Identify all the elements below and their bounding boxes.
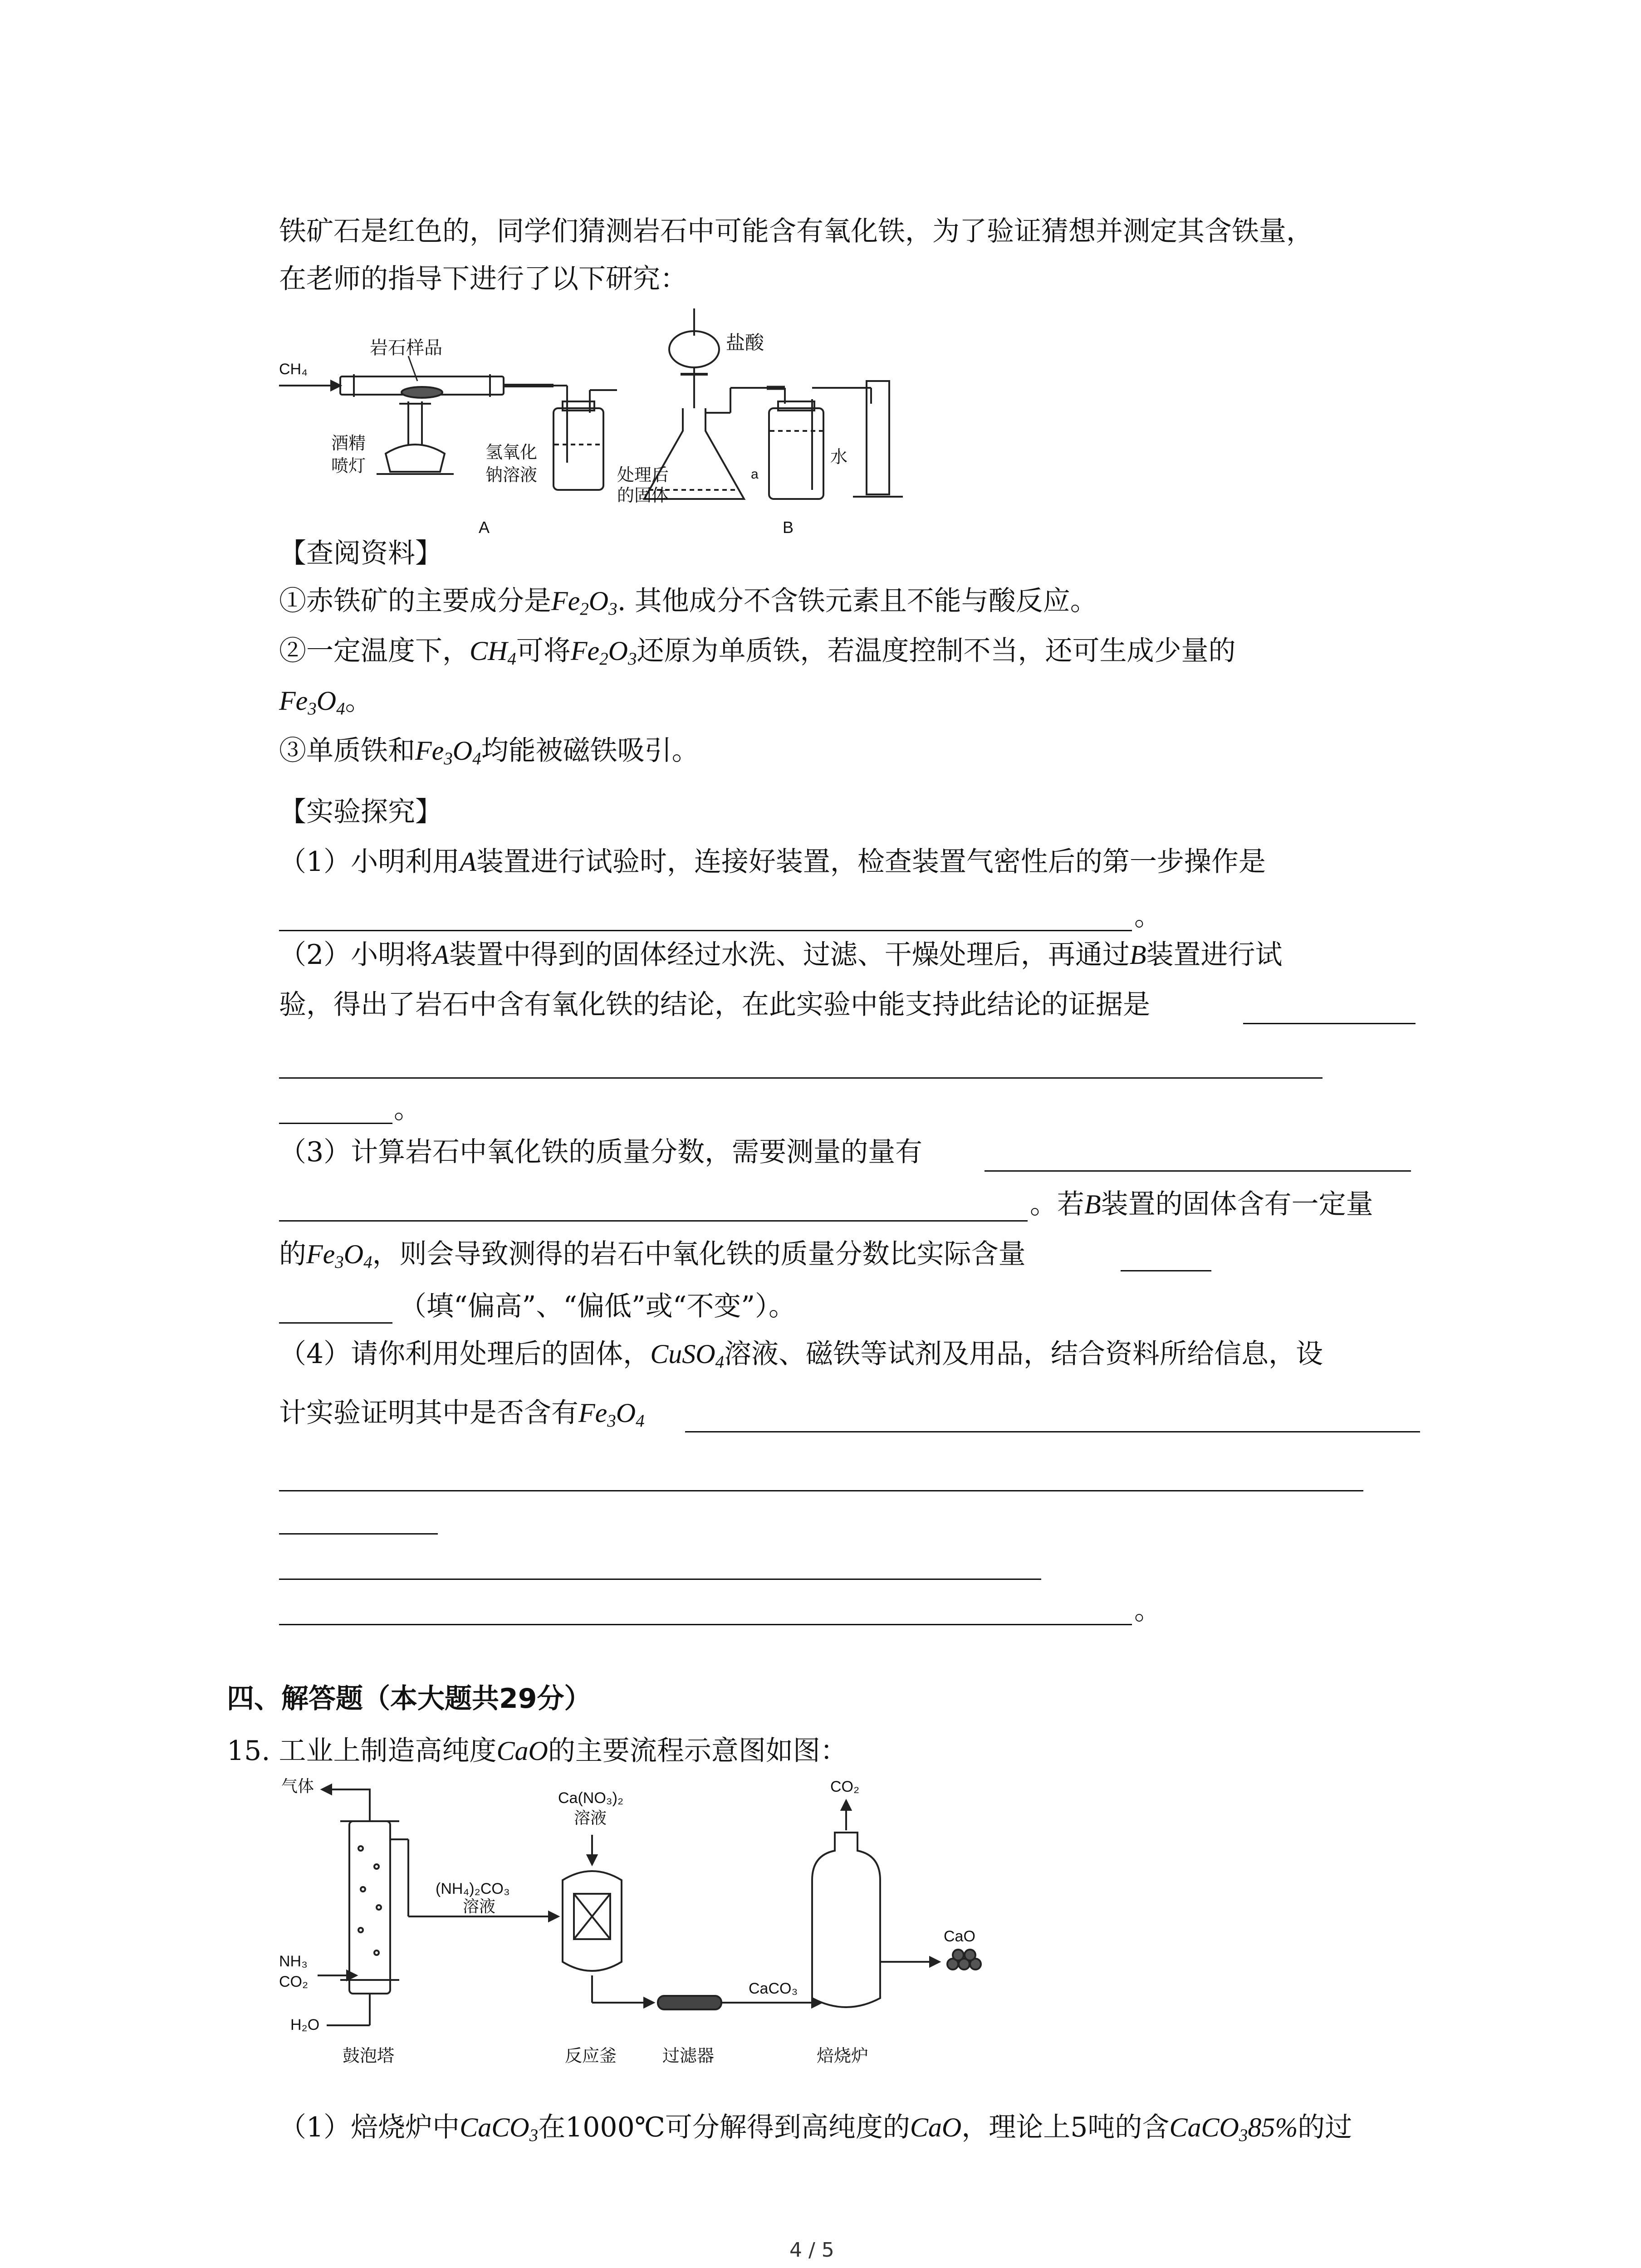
fig1-label-lamp-2: 喷灯 [331, 457, 366, 476]
answer-blank-q4-b[interactable] [279, 1490, 1363, 1491]
answer-blank-q2-a[interactable] [1243, 1023, 1416, 1024]
fig1-label-treated-2: 的固体 [617, 486, 669, 505]
answer-blank-q4-c[interactable] [279, 1533, 438, 1535]
fig1-label-a: a [751, 467, 759, 482]
fig2-label-filter: 过滤器 [662, 2047, 715, 2066]
fig2-label-cao: CaO [944, 1928, 975, 1945]
answer-blank-q2-c[interactable] [279, 1123, 392, 1124]
intro-line-2: 在老师的指导下进行了以下研究： [279, 263, 687, 295]
question-15-1: （1）焙烧炉中CaCO$_3$在1000℃可分解得到高纯度的CaO，理论上5吨的含CaCO$_3$85%的过 [279, 2112, 1352, 2145]
fig2-label-co2-in: CO₂ [279, 1973, 309, 1990]
answer-blank-q3-a[interactable] [985, 1170, 1411, 1172]
info-heading: 【查阅资料】 [279, 538, 442, 569]
fig2-label-gas: 气体 [281, 1777, 314, 1795]
fig2-label-cano3-2: 溶液 [574, 1809, 607, 1827]
fig2-label-tower: 鼓泡塔 [343, 2047, 395, 2066]
answer-blank-q3-b[interactable] [279, 1220, 1028, 1222]
fig2-label-nh3: NH₃ [279, 1953, 308, 1970]
fig1-label-A: A [479, 518, 490, 537]
fig1-label-naoh-1: 氢氧化 [485, 443, 538, 462]
fig1-label-water: 水 [830, 448, 848, 467]
question-2-line-2: 验，得出了岩石中含有氧化铁的结论，在此实验中能支持此结论的证据是 [279, 989, 1150, 1021]
question-4-line-2: 计实验证明其中是否含有$Fe_3O_4$ [279, 1397, 645, 1431]
question-3-line-4: （填“偏高”、“偏低”或“不变”）。 [399, 1290, 796, 1322]
fig2-label-h2o: H₂O [290, 2016, 320, 2033]
answer-blank-q3-c[interactable] [1121, 1270, 1211, 1271]
fig1-label-hcl: 盐酸 [726, 332, 764, 353]
question-4: （4）请你利用处理后的固体，CuSO$_4$溶液、磁铁等试剂及用品，结合资料所给信息，设 [279, 1338, 1323, 1372]
info-item-1: ①赤铁矿的主要成分是$Fe_2O_3$. 其他成分不含铁元素且不能与酸反应。 [279, 585, 1097, 619]
q2-period: 。 [394, 1093, 421, 1125]
question-2: （2）小明将A装置中得到的固体经过水洗、过滤、干燥处理后，再通过B装置进行试 [279, 939, 1283, 971]
question-15: 15. 工业上制造高纯度CaO的主要流程示意图如图： [227, 1735, 847, 1767]
question-3: （3）计算岩石中氧化铁的质量分数，需要测量的量有 [279, 1136, 923, 1168]
question-3-line-2: 。若B装置的固体含有一定量 [1030, 1188, 1373, 1220]
intro-line-1: 铁矿石是红色的，同学们猜测岩石中可能含有氧化铁，为了验证猜想并测定其含铁量， [279, 215, 1313, 247]
process-flow-figure [272, 1771, 1043, 2089]
fig1-label-treated-1: 处理后 [617, 466, 669, 485]
fig2-label-nh4co3-2: 溶液 [463, 1897, 496, 1916]
q4-period: 。 [1134, 1594, 1161, 1626]
fig1-label-lamp-1: 酒精 [331, 434, 366, 453]
answer-blank-q4-a[interactable] [685, 1431, 1420, 1432]
answer-blank-q2-b[interactable] [279, 1077, 1323, 1079]
info-item-3: ③单质铁和$Fe_3O_4$均能被磁铁吸引。 [279, 735, 699, 768]
answer-blank-q4-e[interactable] [279, 1624, 1132, 1625]
section-4-heading: 四、解答题（本大题共29分） [227, 1683, 592, 1715]
apparatus-figure [272, 299, 930, 544]
fig1-label-naoh-2: 钠溶液 [485, 466, 538, 485]
question-1: （1）小明利用A装置进行试验时，连接好装置，检查装置气密性后的第一步操作是 [279, 846, 1266, 878]
answer-blank-q1[interactable] [279, 930, 1132, 931]
fig2-label-cano3-1: Ca(NO₃)₂ [558, 1789, 624, 1807]
info-item-2: ②一定温度下，$CH_4$可将$Fe_2O_3$还原为单质铁，若温度控制不当，还可生成少量的 [279, 635, 1236, 669]
fig2-label-caco3: CaCO₃ [749, 1980, 798, 1997]
info-item-2-cont: $Fe_3O_4$。 [279, 685, 372, 719]
fig2-label-furnace: 焙烧炉 [817, 2047, 869, 2066]
fig2-label-reactor: 反应釜 [565, 2047, 617, 2066]
answer-blank-q4-d[interactable] [279, 1579, 1041, 1580]
fig2-label-nh4co3-1: (NH₄)₂CO₃ [436, 1880, 510, 1897]
q1-period: 。 [1134, 900, 1161, 932]
fig2-label-co2-out: CO₂ [830, 1778, 860, 1795]
fig1-label-rock-sample: 岩石样品 [370, 338, 442, 358]
page-number: 4 / 5 [789, 2239, 834, 2262]
fig1-label-ch4: CH₄ [279, 361, 308, 378]
answer-blank-q3-d[interactable] [279, 1322, 392, 1324]
fig1-label-B: B [783, 518, 794, 537]
question-3-line-3: 的$Fe_3O_4$，则会导致测得的岩石中氧化铁的质量分数比实际含量 [279, 1238, 1026, 1272]
experiment-heading: 【实验探究】 [279, 796, 442, 828]
